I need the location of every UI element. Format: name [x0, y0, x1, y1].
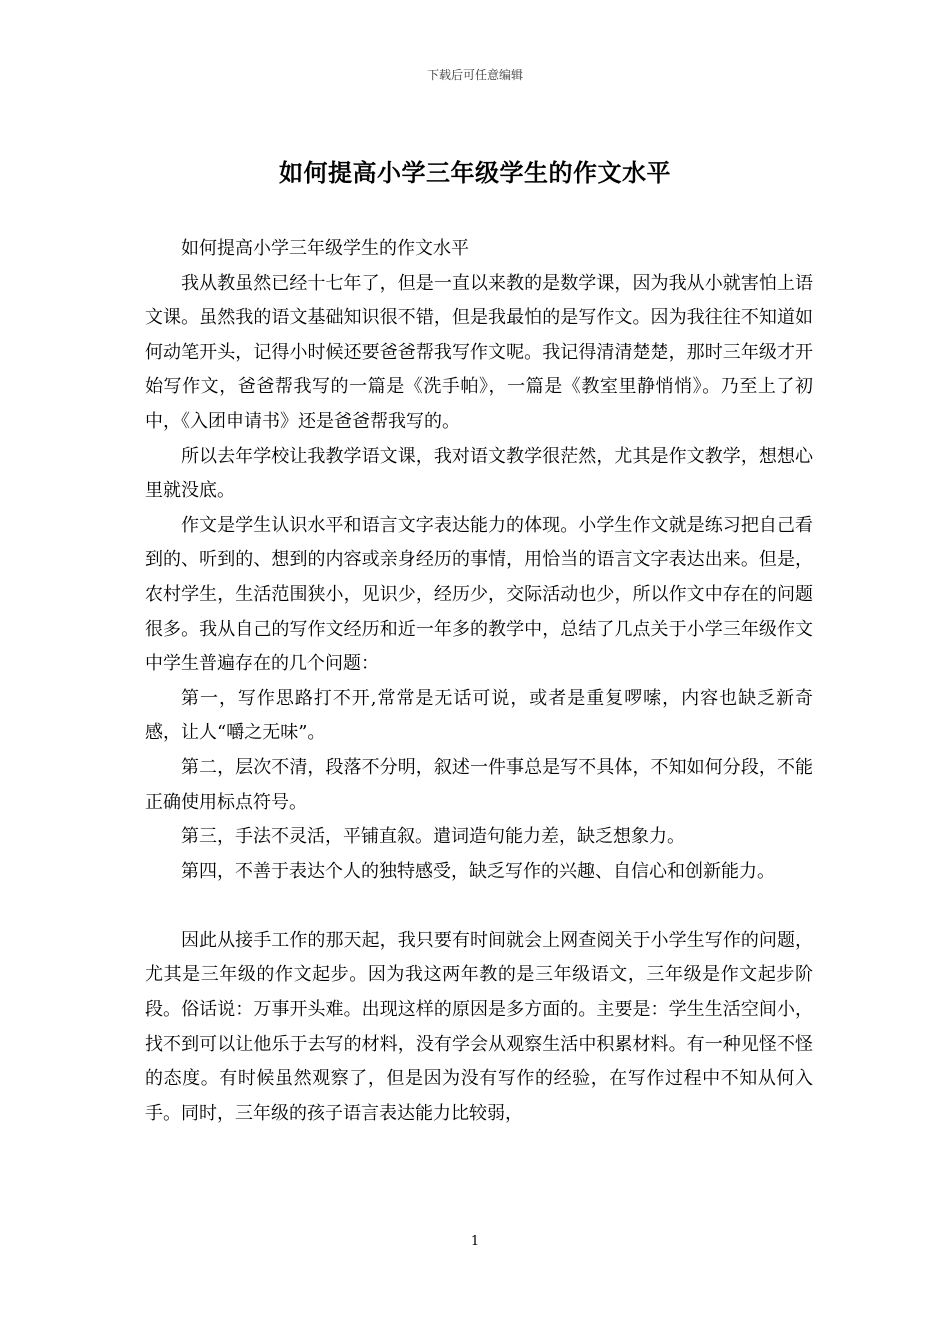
paragraph-point-4: 第四，不善于表达个人的独特感受，缺乏写作的兴趣、自信心和创新能力。: [181, 860, 775, 882]
document-body: [145, 232, 813, 1131]
paragraph-subtitle: 如何提高小学三年级学生的作文水平: [181, 238, 469, 259]
header-note: 下载后可任意编辑: [426, 68, 523, 82]
page-number: 1: [470, 1234, 480, 1249]
paragraph-point-2: 第二，层次不清，段落不分明，叙述一件事总是写不具体，不知如何分段，不能正确使用标点符号。: [145, 756, 813, 813]
paragraph: 我从教虽然已经十七年了，但是一直以来教的是数学课，因为我从小就害怕上语文课。虽然我的语文基础知识很不错，但是我最怕的是写作文。因为我往往不知道如何动笔开头，记得小时候还要爸爸帮我写作文呢。我记得清清楚楚，那时三年级才开始写作文，爸爸帮我写的一篇是《洗手帕》，一篇是《教室里静悄悄》。乃至上了初中，《入团申请书》还是爸爸帮我写的。: [145, 272, 813, 432]
document-title: 如何提高小学三年级学生的作文水平: [279, 158, 671, 187]
paragraph: 作文是学生认识水平和语言文字表达能力的体现。小学生作文就是练习把自己看到的、听到的、想到的内容或亲身经历的事情，用恰当的语言文字表达出来。但是，农村学生，生活范围狭小，见识少，经历少，交际活动也少，所以作文中存在的问题很多。我从自己的写作文经历和近一年多的教学中，总结了几点关于小学三年级作文中学生普遍存在的几个问题：: [145, 514, 813, 675]
paragraph-point-3: 第三，手法不灵活，平铺直叙。遣词造句能力差，缺乏想象力。: [181, 826, 685, 848]
paragraph: 所以去年学校让我教学语文课，我对语文教学很茫然，尤其是作文教学，想想心里就没底。: [145, 445, 813, 502]
paragraph-point-1: 第一，写作思路打不开,常常是无话可说，或者是重复啰嗦，内容也缺乏新奇感，让人“嚼之无味”。: [145, 687, 813, 744]
paragraph: 因此从接手工作的那天起，我只要有时间就会上网查阅关于小学生写作的问题，尤其是三年级的作文起步。因为我这两年教的是三年级语文，三年级是作文起步阶段。俗话说：万事开头难。出现这样的原因是多方面的。主要是：学生生活空间小，找不到可以让他乐于去写的材料，没有学会从观察生活中积累材料。有一种见怪不怪的态度。有时候虽然观察了，但是因为没有写作的经验，在写作过程中不知从何入手。同时，三年级的孩子语言表达能力比较弱，: [145, 929, 813, 1124]
